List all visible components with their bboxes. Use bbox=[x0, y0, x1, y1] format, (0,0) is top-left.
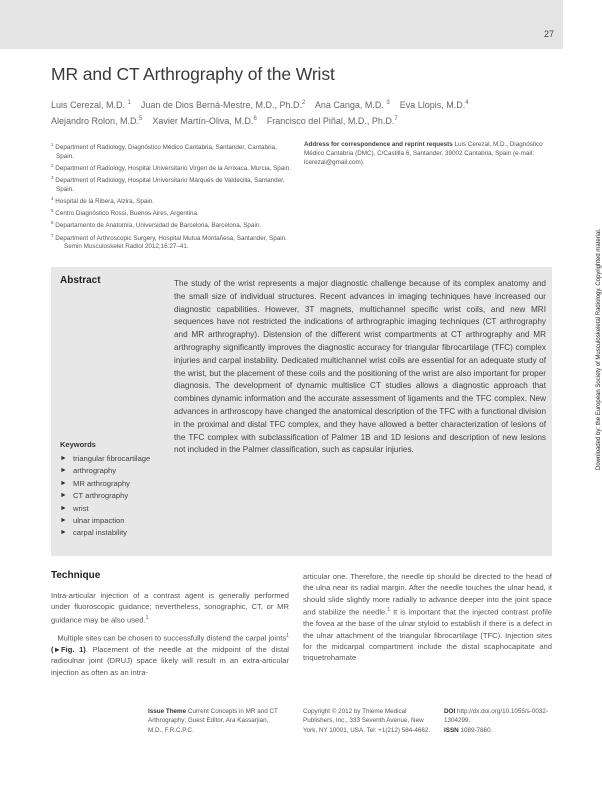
arrow-right-icon: ► bbox=[60, 467, 67, 475]
author-sup: 2 bbox=[301, 100, 306, 106]
issn-value: 1089-7860. bbox=[460, 726, 493, 734]
affiliation bbox=[51, 231, 291, 243]
affiliation bbox=[51, 206, 291, 218]
author-name: Francisco del Piñal, M.D., Ph.D. bbox=[266, 116, 395, 126]
affiliation-sup: 1 bbox=[51, 142, 54, 147]
affiliation-sup: 2 bbox=[51, 163, 54, 169]
keywords-heading: Keywords bbox=[60, 440, 96, 449]
affiliations bbox=[51, 140, 291, 243]
paragraph-text: . Placement of the needle at the midpoint of the distal radioulnar joint (DRUJ) space likely will result in an extra-articular injection as often as an intra- bbox=[51, 644, 289, 677]
paragraph-text: Intra-articular injection of a contrast agent is generally performed under fluoroscopic guidance; nevertheless, sonographic, CT, or MR guidance may be also used. bbox=[51, 591, 289, 625]
keyword-item bbox=[60, 515, 170, 527]
keyword-item bbox=[60, 490, 170, 502]
citation: Semin Musculoskelet Radiol 2012;16:27–41. bbox=[64, 243, 189, 250]
author-name: Alejandro Rolon, M.D. bbox=[51, 116, 140, 126]
author-line-2 bbox=[51, 112, 551, 128]
keyword-label: CT arthrography bbox=[73, 491, 129, 501]
affiliation-sup: 4 bbox=[51, 196, 54, 202]
arrow-right-icon: ► bbox=[60, 479, 67, 487]
arrow-right-icon: ► bbox=[60, 517, 67, 525]
body-column-right bbox=[303, 571, 552, 669]
affiliation-text: Departamento de Anatomía, Universidad de Barcelona, Barcelona, Spain. bbox=[55, 222, 262, 230]
keyword-label: arthrography bbox=[73, 466, 117, 476]
keyword-label: ulnar impaction bbox=[73, 516, 125, 526]
reference-sup: 1 bbox=[145, 614, 149, 621]
author-sup: 4 bbox=[465, 100, 469, 106]
paragraph-text: articular one. Therefore, the needle tip should be directed to the head of the ulna near its radial margin. After the needle touches the ulnar head, it should slide slightly more radially to advance deeper into the joint space and stabilize the needle. bbox=[303, 572, 552, 617]
paragraph-text: Multiple sites can be chosen to successfully distend the carpal joints bbox=[57, 633, 287, 643]
keyword-item bbox=[60, 465, 170, 477]
figure-reference-link[interactable]: (►Fig. 1) bbox=[51, 644, 86, 654]
affiliation bbox=[51, 218, 291, 230]
affiliation-text: Department of Radiology, Hospital Universitario Virgen de la Arrixaca, Murcia, Spain. bbox=[55, 165, 291, 173]
abstract-text: The study of the wrist represents a major diagnostic challenge because of its complex anatomy and the small size of individual structures. Recent advances in imaging techniques have increased our diagnostic capabilities. However, 3T magnets, multichannel specific wrist coils, and new MRI sequences have not restricted the indications of arthrographic imaging techniques (CT arthrography and MR arthrography). Distension of the different wrist compartments at CT arthrography and MR arthrography significantly improves the diagnostic accuracy for triangular fibrocartilage (TFC) complex injuries and carpal instability. Dedicated multichannel wrist coils are essential for an adequate study of the wrist, but the placement of these coils and the positioning of the wrist are also important for proper diagnosis. The development of dynamic multislice CT studies allows a diagnostic approach that combines dynamic information and the accurate assessment of ligaments and the TFC complex. New advances in arthroscopy have changed the anatomical description of the TFC with a functional division in the proximal and distal TFC complex, and they have allowed a better characterization of lesions of the TFC complex with subclassification of Palmer 1B and 1D lesions and description of new lesions not included in the Palmer classification, such as capsular injuries. bbox=[174, 279, 546, 455]
paragraph bbox=[51, 631, 289, 678]
section-heading-technique: Technique bbox=[51, 570, 101, 581]
keyword-item bbox=[60, 503, 170, 515]
author-name: Juan de Dios Berná-Mestre, M.D., Ph.D. bbox=[140, 100, 302, 110]
paragraph bbox=[51, 590, 289, 626]
author-sup: 6 bbox=[253, 116, 257, 122]
issue-text: Current Concepts in MR and CT Arthrography; Guest Editor, Ara Kassarjian, M.D., F.R.C.P.C. bbox=[148, 708, 278, 734]
body-column-left bbox=[51, 590, 289, 683]
arrow-right-icon: ► bbox=[60, 455, 67, 462]
author-name: Eva Llopis, M.D. bbox=[399, 100, 466, 110]
keyword-label: MR arthrography bbox=[73, 478, 130, 488]
article-title: MR and CT Arthrography of the Wrist bbox=[51, 64, 335, 84]
affiliation-sup: 7 bbox=[51, 232, 54, 238]
affiliation bbox=[51, 161, 291, 173]
footer-copyright: Copyright © 2012 by Thieme Medical Publishers, Inc., 333 Seventh Avenue, New York, NY 10001, USA. Tel: +1(212) 584-4662. bbox=[303, 708, 431, 734]
doi-link[interactable]: http://dx.doi.org/10.1055/s-0032-1304299. bbox=[444, 708, 548, 725]
download-watermark-note: Downloaded by: the European Society of Musculoskeletal Radiology. Copyrighted material. bbox=[596, 228, 602, 470]
author-list bbox=[51, 96, 551, 128]
address-text: Luis Cerezal, M.D., Diagnóstico Médico Cantabria (DMC), C/Castilla 6, Santander, 39002 Cantabria, Spain (e-mail: lcerezal@gmail.com). bbox=[304, 141, 543, 166]
paragraph-text: It is important that the injected contrast profile the fovea at the base of the ulnar styloid to establish if there is a defect in the ulnar attachment of the triangular fibrocartilage (TFC). Injection sites for the midcarpal compartment include the distal scaphocapitate and triquetrohamate bbox=[303, 607, 553, 663]
affiliation-sup: 6 bbox=[51, 220, 54, 226]
reference-sup: 1 bbox=[387, 607, 391, 614]
affiliation-text: Department of Radiology, Hospital Universitario Márqués de Valdecilla, Santander, Spain. bbox=[55, 177, 285, 194]
doi-label: DOI bbox=[444, 708, 456, 715]
abstract-heading: Abstract bbox=[60, 275, 101, 286]
affiliation bbox=[51, 140, 291, 161]
affiliation-text: Hospital de la Ribera, Alzira, Spain. bbox=[55, 198, 154, 206]
keyword-item bbox=[60, 478, 170, 490]
affiliation bbox=[51, 194, 291, 206]
author-sup: 7 bbox=[394, 116, 398, 122]
footer-issue-theme bbox=[148, 707, 283, 735]
correspondence-address bbox=[304, 140, 554, 167]
reference-sup: 1 bbox=[286, 632, 289, 639]
address-label: Address for correspondence and reprint requests bbox=[304, 141, 453, 148]
author-name: Luis Cerezal, M.D. bbox=[51, 100, 126, 110]
issn-label: ISSN bbox=[444, 726, 459, 734]
affiliation-sup: 3 bbox=[51, 175, 54, 181]
keyword-label: triangular fibrocartilage bbox=[73, 454, 151, 463]
affiliation-sup: 5 bbox=[51, 208, 54, 214]
keywords-list bbox=[60, 453, 170, 540]
author-line-1 bbox=[51, 96, 551, 112]
keyword-label: carpal instability bbox=[73, 528, 128, 538]
author-name: Ana Canga, M.D. bbox=[314, 100, 384, 110]
author-sup: 3 bbox=[386, 100, 390, 106]
arrow-right-icon: ► bbox=[60, 504, 67, 512]
author-sup: 1 bbox=[127, 100, 131, 106]
arrow-right-icon: ► bbox=[60, 529, 67, 537]
affiliation bbox=[51, 173, 291, 194]
header-band bbox=[0, 0, 563, 49]
page-number: 27 bbox=[543, 29, 554, 39]
arrow-right-icon: ► bbox=[60, 492, 67, 500]
affiliation-text: Department of Arthroscopic Surgery, Hospital Mutua Montañesa, Santander, Spain. bbox=[55, 234, 287, 242]
paragraph bbox=[303, 571, 552, 664]
affiliation-text: Centro Diagnóstico Rossi, Buenos Aires, Argentina. bbox=[55, 210, 199, 218]
footer-identifiers bbox=[444, 707, 554, 735]
author-name: Xavier Martín-Oliva, M.D. bbox=[152, 116, 254, 126]
affiliation-text: Department of Radiology, Diagnóstico Médico Cantabria, Santander, Cantabria, Spain. bbox=[55, 144, 277, 161]
keyword-item bbox=[60, 453, 170, 465]
keyword-label: wrist bbox=[73, 503, 89, 513]
keyword-item bbox=[60, 527, 170, 539]
author-sup: 5 bbox=[139, 116, 143, 122]
issue-label: Issue Theme bbox=[148, 708, 187, 715]
